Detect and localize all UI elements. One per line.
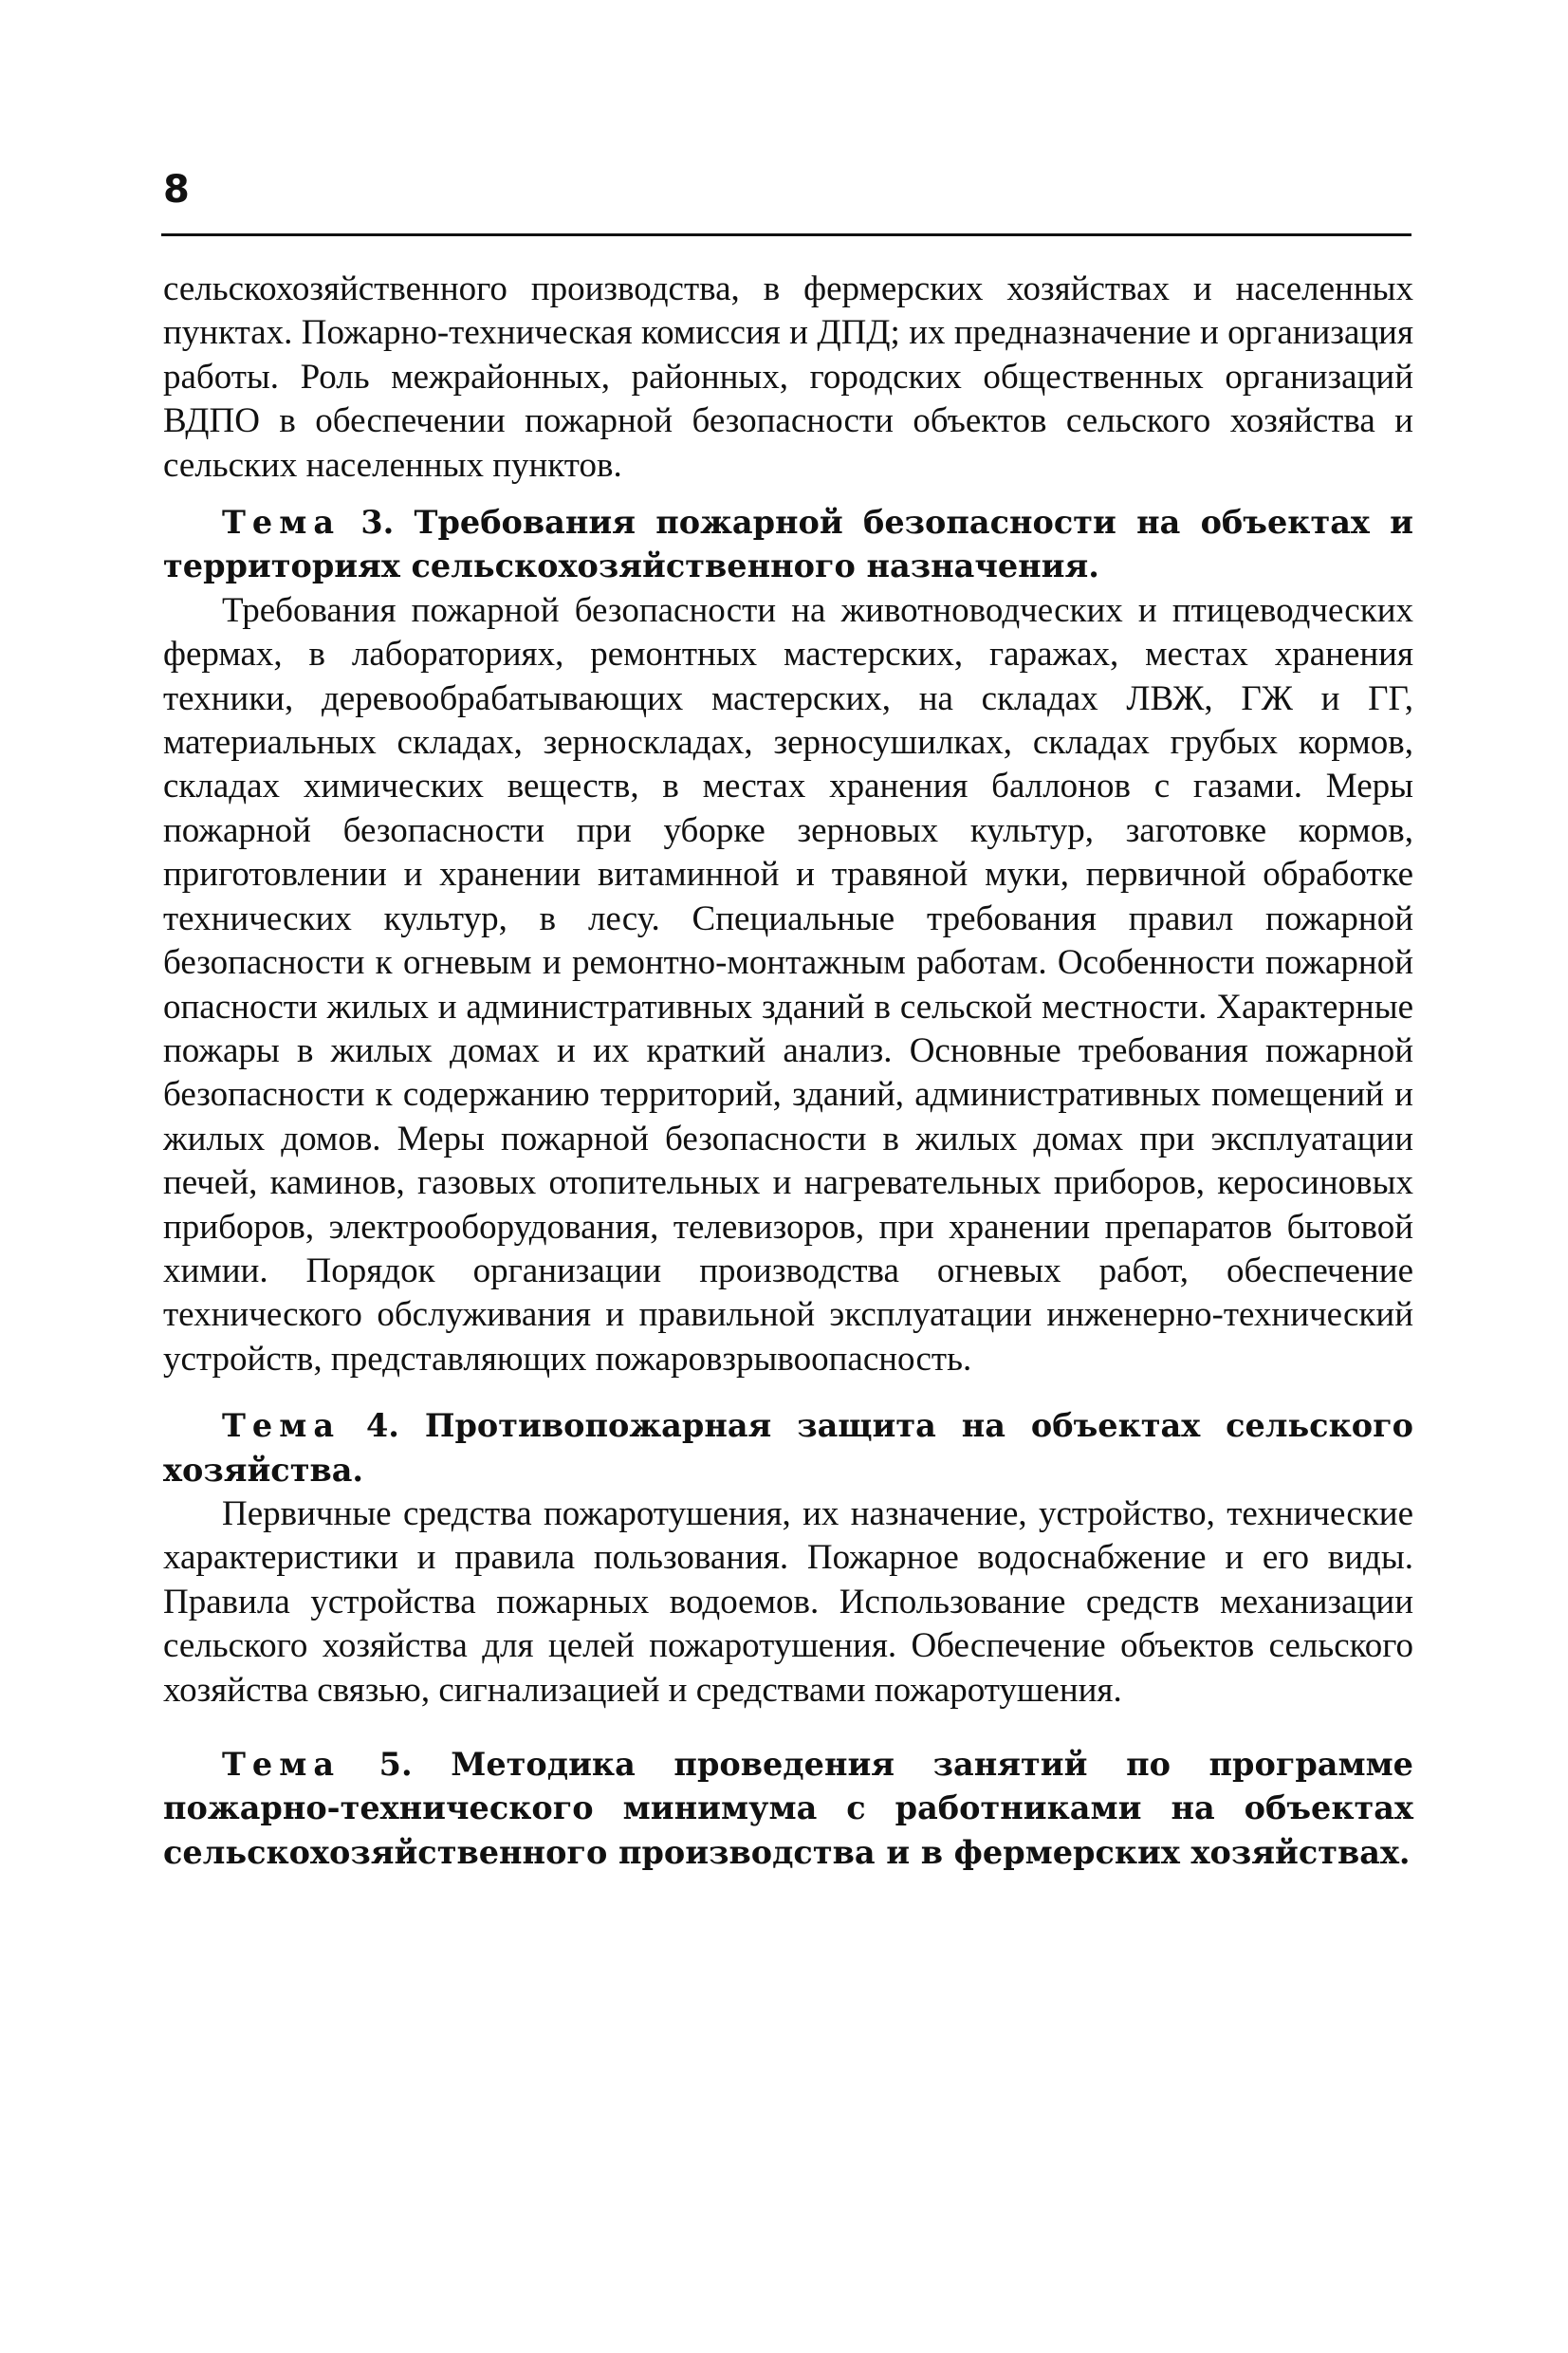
topic-5-title: 5. Методика проведения занятий по программе пожарно-технического минимума с работниками на объектах сельскохозяйственного производства и в фермерских хозяйствах. (163, 1746, 1413, 1871)
page-content (163, 268, 1413, 1875)
topic-5-label: Тема (222, 1746, 341, 1783)
continuation-paragraph: сельскохозяйственного производства, в фермерских хозяйствах и населенных пунктах. Пожарно-техническая комиссия и ДПД; их предназначение и организация работы. Роль межрайонных, районных, городских общественных организаций ВДПО в обеспечении пожарной безопасности объектов сельского хозяйства и сельских населенных пунктов. (163, 269, 1413, 485)
topic-3-body: Требования пожарной безопасности на животноводческих и птицеводческих фермах, в лабораториях, ремонтных мастерских, гаражах, местах хранения техники, деревообрабатывающих мастерских, на складах ЛВЖ, ГЖ и ГГ, материальных складах, зерноскладах, зерносушилках, складах грубых кормов, складах химических веществ, в местах хранения баллонов с газами. Меры пожарной безопасности при уборке зерновых культур, заготовке кормов, приготовлении и хранении витаминной и травяной муки, первичной обработке технических культур, в лесу. Специальные требования правил пожарной безопасности к огневым и ремонтно-монтажным работам. Особенности пожарной опасности жилых и административных зданий в сельской местности. Характерные пожары в жилых домах и их краткий анализ. Основные требования пожарной безопасности к содержанию территорий, зданий, административных помещений и жилых домов. Меры пожарной безопасности в жилых домах при эксплуатации печей, каминов, газовых отопительных и нагревательных приборов, керосиновых приборов, электрооборудования, телевизоров, при хранении препаратов бытовой химии. Порядок организации производства огневых работ, обеспечение технического обслуживания и правильной эксплуатации инженерно-технический устройств, представляющих пожаровзрывоопасность. (163, 590, 1413, 1379)
topic-3-title: 3. Требования пожарной безопасности на объектах и территориях сельскохозяйственного назначения. (163, 504, 1413, 585)
topic-4-label: Тема (222, 1407, 341, 1445)
topic-3-label: Тема (222, 504, 341, 542)
topic-4-heading (163, 1404, 1413, 1492)
header-rule (161, 233, 1411, 236)
page-number: 8 (163, 168, 190, 212)
topic-4-body: Первичные средства пожаротушения, их назначение, устройство, технические характеристики и правила пользования. Пожарное водоснабжение и его виды. Правила устройства пожарных водоемов. Использование средств механизации сельского хозяйства для целей пожаротушения. Обеспечение объектов сельского хозяйства связью, сигнализацией и средствами пожаротушения. (163, 1493, 1413, 1710)
topic-3-heading (163, 501, 1413, 589)
topic-5-heading (163, 1743, 1413, 1875)
topic-4-title: 4. Противопожарная защита на объектах сельского хозяйства. (163, 1407, 1413, 1489)
